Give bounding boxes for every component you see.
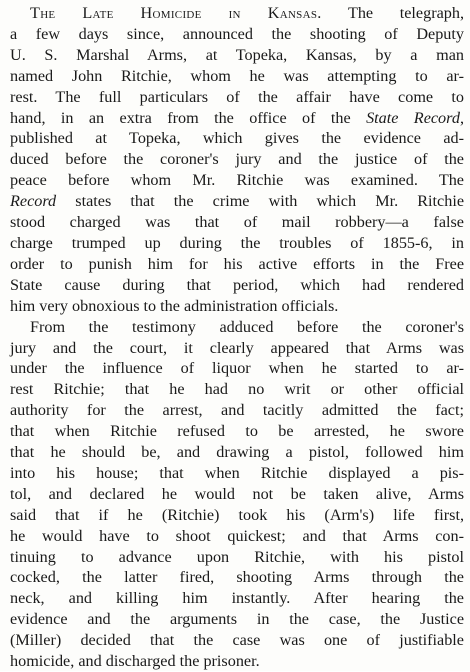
text-line: rest. The full particulars of the affair have come to [10, 87, 464, 106]
text-line: neck, and killing him instantly. After hearing the [10, 589, 464, 608]
text-line: The Late Homicide in Kansas. The telegraph, [30, 4, 465, 22]
text-line: Record states that the crime with which Mr. Ritchie [10, 192, 464, 211]
text-line: stood charged was that of mail robbery—a false [10, 213, 464, 232]
text-line: into his house; that when Ritchie displayed a pis- [10, 463, 464, 482]
text-line: named John Ritchie, whom he was attempting to ar- [10, 66, 464, 85]
text-line: U. S. Marshal Arms, at Topeka, Kansas, by a man [10, 45, 464, 64]
newspaper-title-italic: State Record [366, 108, 460, 127]
text-line: jury and the court, it clearly appeared that Arms was [10, 338, 464, 357]
text-line: he would have to shoot quickest; and that Arms con- [10, 526, 464, 545]
text-line: duced before the coroner's jury and the justice of the [10, 150, 464, 169]
text-line: evidence and the arguments in the case, the Justice [10, 610, 464, 629]
text-line: him very obnoxious to the administration officials. [10, 296, 339, 315]
text-line: that when Ritchie refused to be arrested, he swore [10, 422, 464, 441]
text-line: From the testimony adduced before the coroner's [30, 317, 464, 336]
text-line: under the influence of liquor when he started to ar- [10, 359, 464, 378]
headline: The Late Homicide in Kansas. [30, 4, 322, 22]
text-line: tinuing to advance upon Ritchie, with his pistol [10, 547, 464, 566]
paragraph-1 [10, 3, 464, 317]
text-line: published at Topeka, which gives the evidence ad- [10, 129, 464, 148]
text-line: authority for the arrest, and tacitly admitted the fact; [10, 401, 464, 420]
newspaper-title-italic: Record [10, 192, 57, 211]
text-line: cocked, the latter fired, shooting Arms through the [10, 568, 464, 587]
text-line: peace before whom Mr. Ritchie was examined. The [10, 171, 464, 190]
text-line: (Miller) decided that the case was one of justifiable [10, 631, 464, 650]
paragraph-2 [10, 317, 464, 672]
text-line: charge trumped up during the troubles of 1855-6, in [10, 233, 464, 252]
text-line: rest Ritchie; that he had no writ or other official [10, 380, 464, 399]
text-line: a few days since, announced the shooting of Deputy [10, 24, 464, 43]
text-line: order to punish him for his active efforts in the Free [10, 254, 464, 273]
text-line: homicide, and discharged the prisoner. [10, 652, 260, 671]
text-line: said that if he (Ritchie) took his (Arm's) life first, [10, 505, 464, 524]
text-line: hand, in an extra from the office of the State Record, [10, 108, 464, 127]
text-line: State cause during that period, which had rendered [10, 275, 464, 294]
text-line: that he should be, and drawing a pistol, followed him [10, 443, 464, 462]
text-line: tol, and declared he would not be taken alive, Arms [10, 484, 464, 503]
